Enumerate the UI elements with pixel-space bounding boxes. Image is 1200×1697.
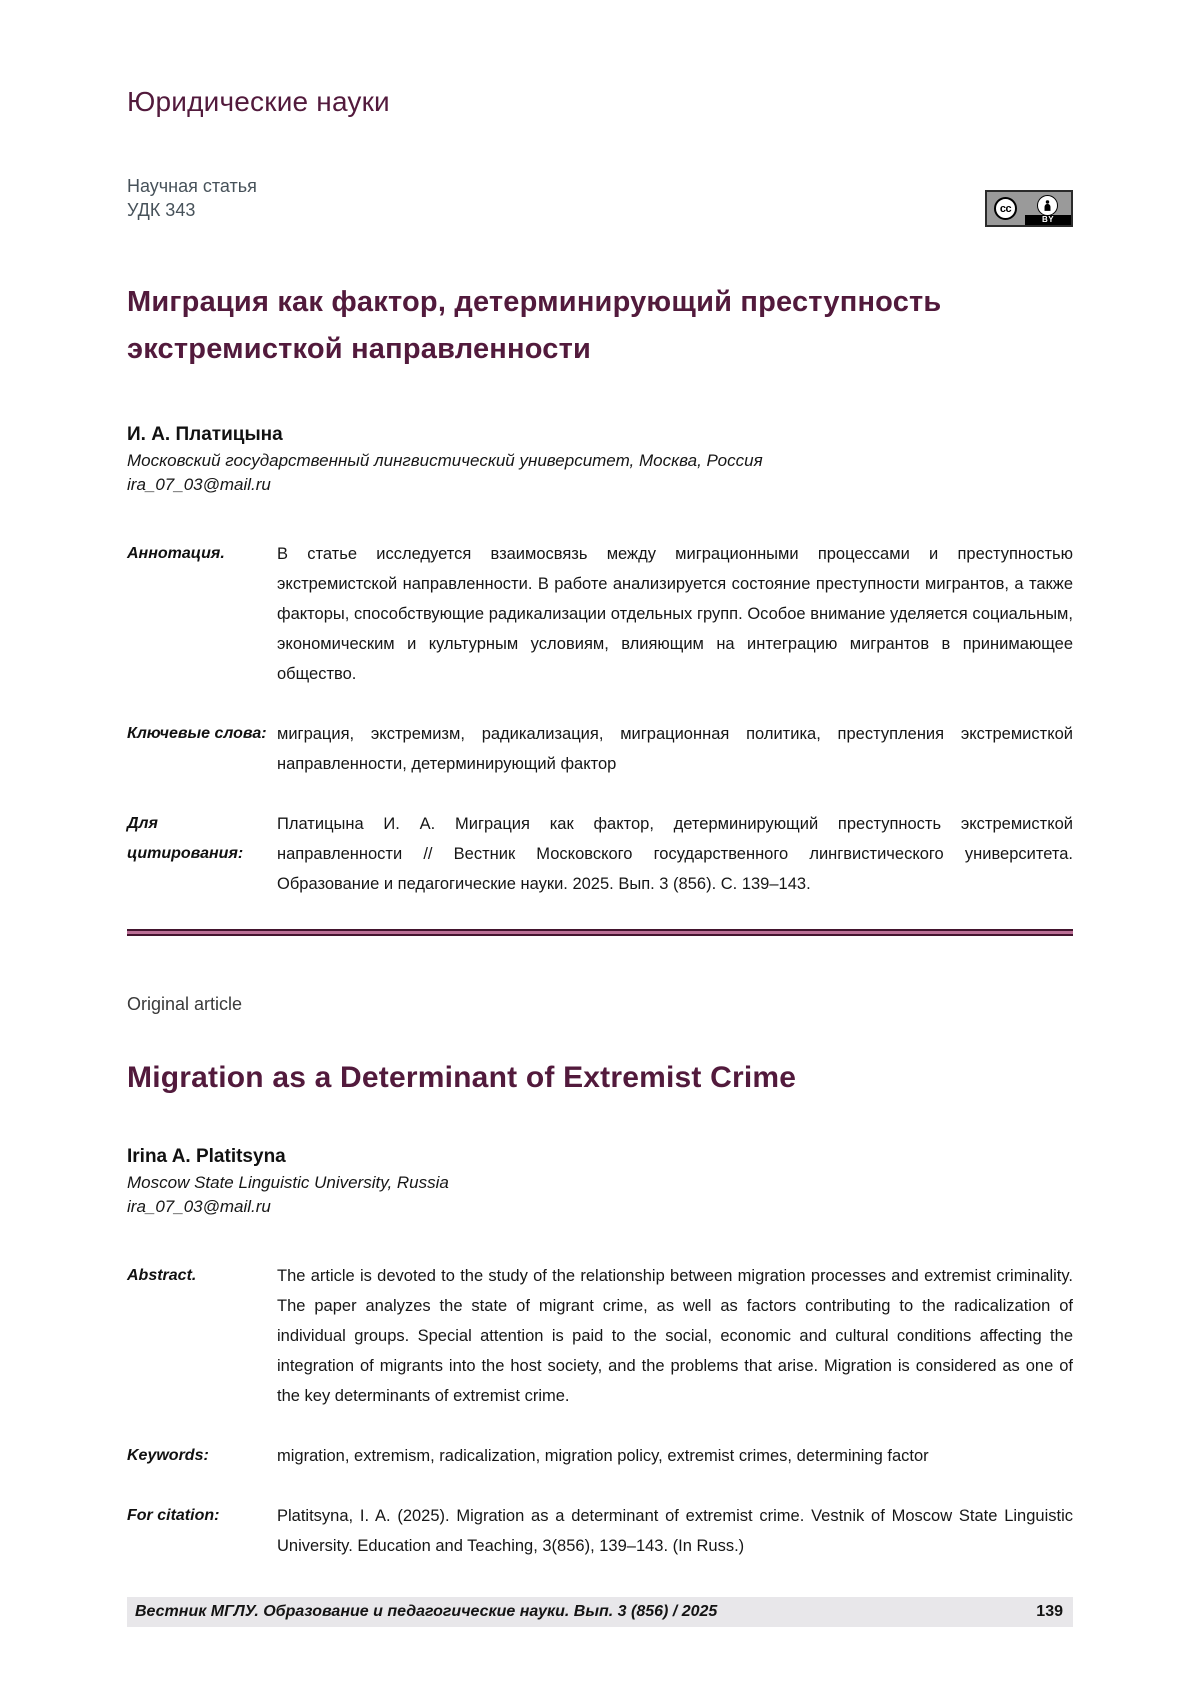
cc-by-license-badge (985, 190, 1073, 227)
citation-label-en: For citation: (127, 1507, 220, 1524)
article-type-en: Original article (127, 994, 243, 1014)
author-name-ru: И. А. Платицына (127, 424, 283, 445)
citation-label-ru: Для цитирования: (127, 815, 244, 862)
footer-bar (127, 1597, 1073, 1627)
author-block-ru (127, 423, 1073, 497)
keywords-row-en (127, 1441, 1073, 1471)
article-type-label: Научная статья (127, 176, 257, 196)
footer-page-number: 139 (1036, 1603, 1063, 1620)
author-email-ru: ira_07_03@mail.ru (127, 475, 271, 494)
annotation-row (127, 539, 1073, 689)
citation-text-en: Platitsyna, I. A. (2025). Migration as a determinant of extremist crime. Vestnik of Moscow State Linguistic University. Education and Teaching, 3(856), 139–143. (In Russ.) (277, 1507, 1073, 1555)
section-divider (127, 929, 1073, 936)
meta-ru (127, 539, 1073, 899)
citation-row-en (127, 1501, 1073, 1561)
article-title-en: Migration as a Determinant of Extremist Crime (127, 1061, 797, 1094)
citation-text-ru: Платицына И. А. Миграция как фактор, детерминирующий преступность экстремисткой направленности // Вестник Московского государственного лингвистического университета. Образование и педагогические науки. 2025. Вып. 3 (856). С. 139–143. (277, 815, 1073, 893)
keywords-label-en: Keywords: (127, 1447, 209, 1464)
abstract-row (127, 1261, 1073, 1411)
article-title-ru: Миграция как фактор, детерминирующий преступность экстремисткой направленности (127, 286, 942, 365)
author-affiliation-ru: Московский государственный лингвистический университет, Москва, Россия (127, 451, 763, 470)
author-block-en (127, 1145, 1073, 1219)
annotation-label: Аннотация. (127, 545, 225, 562)
author-email-en: ira_07_03@mail.ru (127, 1197, 271, 1216)
article-type-block (127, 174, 257, 222)
keywords-label-ru: Ключевые слова: (127, 725, 267, 742)
article-type-row (127, 174, 1073, 227)
keywords-text-ru: миграция, экстремизм, радикализация, миграционная политика, преступления экстремисткой направленности, детерминирующий фактор (277, 725, 1073, 773)
author-name-en: Irina A. Platitsyna (127, 1146, 286, 1167)
author-affiliation-en: Moscow State Linguistic University, Russia (127, 1173, 449, 1192)
keywords-row-ru (127, 719, 1073, 779)
keywords-text-en: migration, extremism, radicalization, migration policy, extremist crimes, determining factor (277, 1447, 929, 1465)
section-heading: Юридические науки (127, 86, 390, 117)
cc-icon: cc (994, 197, 1017, 220)
abstract-text: The article is devoted to the study of the relationship between migration processes and extremist criminality. The paper analyzes the state of migrant crime, as well as factors contributing to the radicalization of individual groups. Special attention is paid to the social, economic and cultural conditions affecting the integration of migrants into the host society, and the problems that arise. Migration is considered as one of the key determinants of extremist crime. (277, 1267, 1073, 1405)
abstract-label: Abstract. (127, 1267, 197, 1284)
meta-en (127, 1261, 1073, 1561)
person-icon (1037, 195, 1058, 216)
annotation-text: В статье исследуется взаимосвязь между миграционными процессами и преступностью экстремистской направленности. В работе анализируется состояние преступности мигрантов, а также факторы, способствующие радикализации отдельных групп. Особое внимание уделяется социальным, экономическим и культурным условиям, влияющим на интеграцию мигрантов в принимающее общество. (277, 545, 1073, 683)
by-label: BY (1025, 215, 1071, 225)
citation-row-ru (127, 809, 1073, 899)
footer-journal-title: Вестник МГЛУ. Образование и педагогические науки. Вып. 3 (856) / 2025 (135, 1603, 718, 1620)
udc-code: УДК 343 (127, 200, 196, 220)
